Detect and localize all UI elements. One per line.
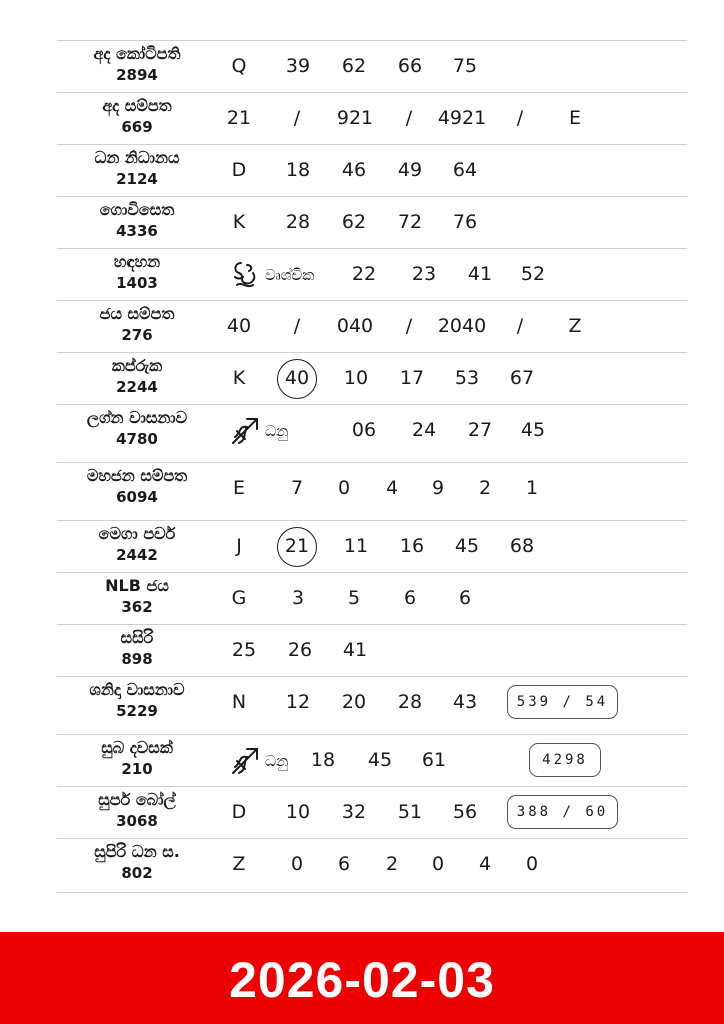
draw-number: 276 bbox=[121, 326, 153, 344]
number: 4921 bbox=[437, 107, 487, 129]
separator: / bbox=[405, 315, 413, 337]
letter: J bbox=[236, 535, 242, 557]
draw-number: 4336 bbox=[116, 222, 158, 240]
letter: E bbox=[232, 477, 246, 499]
zodiac-sign: වෘශ්චික bbox=[265, 266, 315, 284]
letter: D bbox=[231, 801, 247, 823]
number: 17 bbox=[399, 367, 425, 389]
number: 9 bbox=[431, 477, 445, 499]
number: 10 bbox=[343, 367, 369, 389]
number: 921 bbox=[336, 107, 374, 129]
number: 43 bbox=[452, 691, 478, 713]
letter: D bbox=[231, 159, 247, 181]
lottery-name: සසිරි bbox=[120, 628, 154, 647]
results-table bbox=[57, 40, 687, 893]
number: 45 bbox=[367, 749, 393, 771]
number: 64 bbox=[452, 159, 478, 181]
lottery-name-cell bbox=[57, 521, 217, 572]
number: 5 bbox=[347, 587, 361, 609]
number: 10 bbox=[285, 801, 311, 823]
draw-number: 2124 bbox=[116, 170, 158, 188]
letter: Q bbox=[231, 55, 247, 77]
lottery-name: සුබ දවසක් bbox=[101, 738, 173, 757]
draw-number: 669 bbox=[121, 118, 153, 136]
circled-number: 40 bbox=[277, 359, 317, 399]
lottery-row bbox=[57, 93, 687, 145]
lottery-row bbox=[57, 521, 687, 573]
draw-number: 2894 bbox=[116, 66, 158, 84]
draw-number: 210 bbox=[121, 760, 153, 778]
lottery-row bbox=[57, 625, 687, 677]
number: 040 bbox=[336, 315, 374, 337]
lottery-name: ශනිදා වාසනාව bbox=[89, 680, 185, 699]
lottery-name: හඳහන bbox=[113, 252, 161, 271]
number: 27 bbox=[467, 419, 493, 441]
lottery-name: ලග්න වාසනාව bbox=[86, 408, 188, 427]
number: 62 bbox=[341, 55, 367, 77]
number: 61 bbox=[421, 749, 447, 771]
draw-number: 2442 bbox=[116, 546, 158, 564]
sagittarius-icon bbox=[227, 743, 263, 779]
number: 16 bbox=[399, 535, 425, 557]
separator: / bbox=[405, 107, 413, 129]
number: 2 bbox=[478, 477, 492, 499]
number: 2 bbox=[385, 853, 399, 875]
lottery-name-cell bbox=[57, 145, 217, 196]
lottery-name-cell bbox=[57, 197, 217, 248]
lottery-name: මහජන සම්පත bbox=[86, 466, 188, 485]
lottery-row bbox=[57, 353, 687, 405]
number: 4 bbox=[478, 853, 492, 875]
separator: / bbox=[293, 107, 301, 129]
letter: Z bbox=[232, 853, 246, 875]
number: 23 bbox=[411, 263, 437, 285]
aquarius-icon bbox=[227, 257, 263, 293]
number: 0 bbox=[431, 853, 445, 875]
number: 4 bbox=[385, 477, 399, 499]
number: 62 bbox=[341, 211, 367, 233]
number: 7 bbox=[290, 477, 304, 499]
number: 41 bbox=[467, 263, 493, 285]
number: 32 bbox=[341, 801, 367, 823]
number: 51 bbox=[397, 801, 423, 823]
number: 6 bbox=[458, 587, 472, 609]
number: 0 bbox=[337, 477, 351, 499]
lottery-name-cell bbox=[57, 839, 217, 892]
lottery-name-cell bbox=[57, 405, 217, 462]
draw-number: 5229 bbox=[116, 702, 158, 720]
date-banner bbox=[0, 932, 724, 1024]
draw-number: 6094 bbox=[116, 488, 158, 506]
separator: / bbox=[516, 107, 524, 129]
number: 68 bbox=[509, 535, 535, 557]
number: 41 bbox=[342, 639, 368, 661]
separator: / bbox=[293, 315, 301, 337]
draw-number: 3068 bbox=[116, 812, 158, 830]
number: 45 bbox=[454, 535, 480, 557]
draw-number: 362 bbox=[121, 598, 153, 616]
lottery-name: ජය සම්පත bbox=[99, 304, 175, 323]
number: Z bbox=[568, 315, 582, 337]
number: 24 bbox=[411, 419, 437, 441]
lottery-name: සුපිරි ධන ස. bbox=[94, 842, 180, 861]
number: 53 bbox=[454, 367, 480, 389]
number: 52 bbox=[520, 263, 546, 285]
lottery-row bbox=[57, 787, 687, 839]
number: 72 bbox=[397, 211, 423, 233]
circled-number: 21 bbox=[277, 527, 317, 567]
lottery-name: මෙගා පවර් bbox=[98, 524, 176, 543]
lottery-name-cell bbox=[57, 463, 217, 520]
number: 49 bbox=[397, 159, 423, 181]
number: 3 bbox=[291, 587, 305, 609]
number: 46 bbox=[341, 159, 367, 181]
lottery-name: ගොවිසෙත bbox=[99, 200, 175, 219]
lottery-name-cell bbox=[57, 625, 217, 676]
bonus-box: 4298 bbox=[529, 743, 601, 777]
sagittarius-icon bbox=[227, 413, 263, 449]
lottery-name-cell bbox=[57, 93, 217, 144]
draw-number: 802 bbox=[121, 864, 153, 882]
zodiac-sign: ධනු bbox=[265, 422, 289, 440]
lottery-name-cell bbox=[57, 735, 217, 786]
bonus-box: 388 / 60 bbox=[507, 795, 618, 829]
number: 67 bbox=[509, 367, 535, 389]
lottery-row bbox=[57, 677, 687, 735]
lottery-row bbox=[57, 405, 687, 463]
number: 2040 bbox=[437, 315, 487, 337]
lottery-row bbox=[57, 197, 687, 249]
number: 75 bbox=[452, 55, 478, 77]
number: 20 bbox=[341, 691, 367, 713]
lottery-name-cell bbox=[57, 677, 217, 734]
number: 06 bbox=[351, 419, 377, 441]
lottery-row bbox=[57, 735, 687, 787]
draw-number: 2244 bbox=[116, 378, 158, 396]
number: 0 bbox=[290, 853, 304, 875]
draw-number: 4780 bbox=[116, 430, 158, 448]
number: 6 bbox=[403, 587, 417, 609]
number: 12 bbox=[285, 691, 311, 713]
lottery-name-cell bbox=[57, 353, 217, 404]
lottery-row bbox=[57, 463, 687, 521]
number: 25 bbox=[231, 639, 257, 661]
letter: G bbox=[231, 587, 247, 609]
lottery-row bbox=[57, 249, 687, 301]
lottery-name: අද කෝටිපති bbox=[93, 44, 181, 63]
lottery-name: NLB ජය bbox=[105, 576, 169, 595]
lottery-name-cell bbox=[57, 249, 217, 300]
lottery-name: සුපර් බෝල් bbox=[98, 790, 176, 809]
letter: K bbox=[232, 367, 246, 389]
draw-number: 898 bbox=[121, 650, 153, 668]
number: 66 bbox=[397, 55, 423, 77]
number: 28 bbox=[397, 691, 423, 713]
lottery-name-cell bbox=[57, 787, 217, 838]
number: 1 bbox=[525, 477, 539, 499]
lottery-name-cell bbox=[57, 41, 217, 92]
number: 21 bbox=[226, 107, 252, 129]
lottery-row bbox=[57, 41, 687, 93]
draw-number: 1403 bbox=[116, 274, 158, 292]
lottery-row bbox=[57, 145, 687, 197]
zodiac-sign: ධනු bbox=[265, 752, 289, 770]
number: 45 bbox=[520, 419, 546, 441]
number: 40 bbox=[226, 315, 252, 337]
number: 39 bbox=[285, 55, 311, 77]
number: 56 bbox=[452, 801, 478, 823]
lottery-row bbox=[57, 573, 687, 625]
separator: / bbox=[516, 315, 524, 337]
lottery-name: කප්රුක bbox=[111, 356, 163, 375]
number: 0 bbox=[525, 853, 539, 875]
letter: N bbox=[231, 691, 247, 713]
number: 26 bbox=[287, 639, 313, 661]
number: E bbox=[568, 107, 582, 129]
lottery-name: අද සම්පත bbox=[102, 96, 172, 115]
number: 18 bbox=[285, 159, 311, 181]
number: 6 bbox=[337, 853, 351, 875]
lottery-name-cell bbox=[57, 301, 217, 352]
bonus-box: 539 / 54 bbox=[507, 685, 618, 719]
lottery-name-cell bbox=[57, 573, 217, 624]
number: 18 bbox=[310, 749, 336, 771]
letter: K bbox=[232, 211, 246, 233]
number: 76 bbox=[452, 211, 478, 233]
lottery-row bbox=[57, 301, 687, 353]
lottery-row bbox=[57, 839, 687, 893]
draw-date: 2026-02-03 bbox=[229, 952, 495, 1008]
lottery-name: ධන නිධානය bbox=[94, 148, 180, 167]
number: 11 bbox=[343, 535, 369, 557]
number: 22 bbox=[351, 263, 377, 285]
number: 28 bbox=[285, 211, 311, 233]
